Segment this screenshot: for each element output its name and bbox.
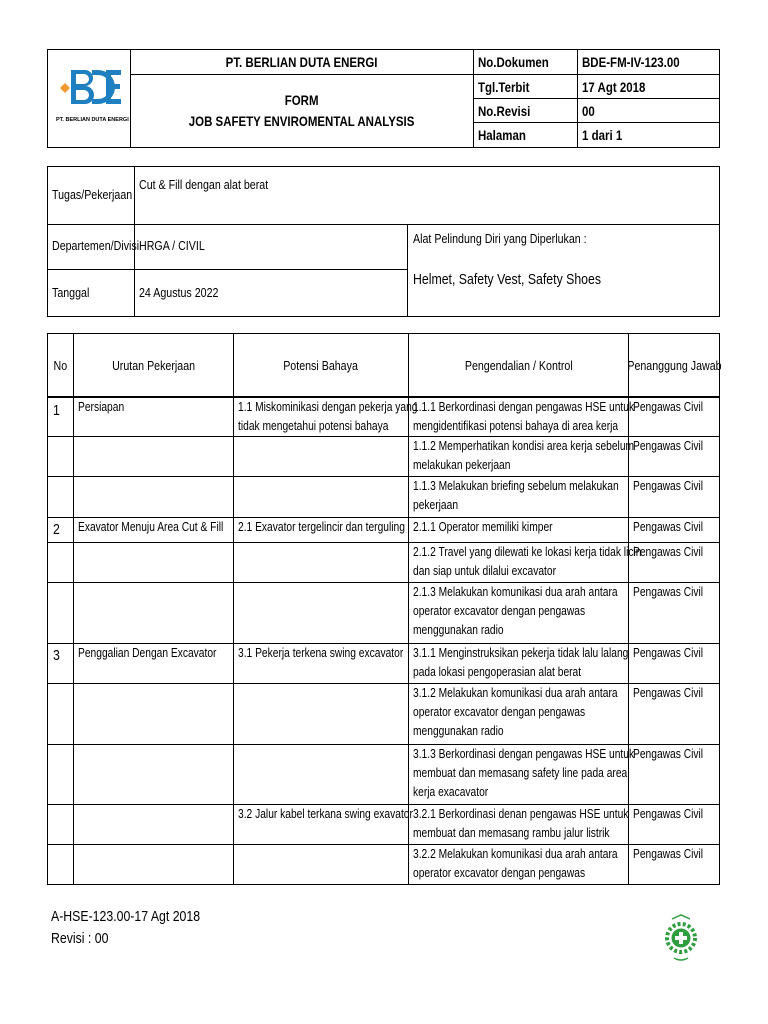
- department-label: Departemen/Divisi: [52, 238, 140, 253]
- date-value: 24 Agustus 2022: [139, 285, 219, 300]
- table-row: [48, 477, 719, 517]
- row-hazard: 1.1 Miskominikasi dengan pekerja yang: [238, 400, 418, 414]
- footer-doc-code: A-HSE-123.00-17 Agt 2018: [51, 908, 201, 925]
- row-control: mengidentifikasi potensi bahaya di area kerja: [413, 419, 619, 433]
- meta-label-page: Halaman: [478, 127, 526, 143]
- row-pic: Pengawas Civil: [633, 747, 704, 761]
- row-control: kerja exacavator: [413, 785, 489, 799]
- job-info-section: [47, 166, 720, 317]
- row-hazard: tidak mengetahui potensi bahaya: [238, 419, 389, 433]
- row-pic: Pengawas Civil: [633, 847, 704, 861]
- ppe-label: Alat Pelindung Diri yang Diperlukan :: [413, 231, 587, 246]
- table-row: [48, 745, 719, 804]
- row-control: melakukan pekerjaan: [413, 458, 511, 472]
- row-number: 2: [53, 521, 60, 538]
- row-pic: Pengawas Civil: [633, 585, 704, 599]
- table-row: [48, 518, 719, 542]
- row-number: 1: [53, 402, 60, 419]
- k3-safety-emblem: [664, 911, 698, 963]
- row-control: 3.1.2 Melakukan komunikasi dua arah antara: [413, 686, 618, 700]
- col-header-hazard: Potensi Bahaya: [283, 357, 359, 373]
- row-control: dan siap untuk dilalui excavator: [413, 564, 557, 578]
- row-pic: Pengawas Civil: [633, 439, 704, 453]
- row-pic: Pengawas Civil: [633, 545, 704, 559]
- meta-value-revision: 00: [582, 102, 595, 119]
- row-control: menggunakan radio: [413, 724, 504, 738]
- department-value: HRGA / CIVIL: [139, 238, 205, 253]
- document-header: [47, 49, 720, 148]
- footer-revision: Revisi : 00: [51, 930, 109, 947]
- row-hazard: 2.1 Exavator tergelincir dan terguling: [238, 520, 405, 534]
- row-pic: Pengawas Civil: [633, 520, 704, 534]
- form-title-line2: JOB SAFETY ENVIROMENTAL ANALYSIS: [189, 113, 415, 129]
- table-row: [48, 644, 719, 683]
- col-header-step: Urutan Pekerjaan: [112, 357, 195, 373]
- form-title-line1: FORM: [285, 92, 319, 108]
- bde-logo-icon: [56, 64, 124, 110]
- table-row: [48, 437, 719, 476]
- row-control: 3.2.2 Melakukan komunikasi dua arah antara: [413, 847, 618, 861]
- company-logo: [56, 64, 129, 130]
- table-row: [48, 684, 719, 744]
- row-step: Penggalian Dengan Excavator: [78, 646, 217, 660]
- row-control: 3.2.1 Berkordinasi denan pengawas HSE untuk: [413, 807, 629, 821]
- row-pic: Pengawas Civil: [633, 807, 704, 821]
- row-control: 2.1.3 Melakukan komunikasi dua arah antara: [413, 585, 618, 599]
- meta-value-issue-date: 17 Agt 2018: [582, 78, 646, 95]
- row-step: Exavator Menuju Area Cut & Fill: [78, 520, 224, 534]
- row-control: menggunakan radio: [413, 623, 504, 637]
- meta-label-doc-number: No.Dokumen: [478, 54, 549, 70]
- logo-caption: PT. BERLIAN DUTA ENERGI: [56, 117, 129, 123]
- row-number: 3: [53, 647, 60, 664]
- table-row: [48, 398, 719, 436]
- row-step: Persiapan: [78, 400, 125, 414]
- row-control: operator excavator dengan pengawas: [413, 705, 586, 719]
- row-control: 2.1.1 Operator memiliki kimper: [413, 520, 553, 534]
- row-control: pada lokasi pengoperasian alat berat: [413, 665, 582, 679]
- col-header-control: Pengendalian / Kontrol: [464, 357, 573, 373]
- row-control: 1.1.2 Memperhatikan kondisi area kerja sebelum: [413, 439, 635, 453]
- row-control: operator excavator dengan pengawas: [413, 866, 586, 880]
- row-pic: Pengawas Civil: [633, 686, 704, 700]
- table-row: [48, 543, 719, 582]
- row-pic: Pengawas Civil: [633, 479, 704, 493]
- row-pic: Pengawas Civil: [633, 646, 704, 660]
- row-hazard: 3.1 Pekerja terkena swing excavator: [238, 646, 404, 660]
- task-value: Cut & Fill dengan alat berat: [139, 177, 269, 192]
- meta-label-revision: No.Revisi: [478, 102, 531, 119]
- row-control: 3.1.1 Menginstruksikan pekerja tidak lalu lalang: [413, 646, 629, 660]
- row-hazard: 3.2 Jalur kabel terkana swing exavator: [238, 807, 413, 821]
- row-control: membuat dan memasang safety line pada area: [413, 766, 628, 780]
- company-name: PT. BERLIAN DUTA ENERGI: [226, 54, 378, 70]
- meta-value-doc-number: BDE-FM-IV-123.00: [582, 54, 680, 70]
- row-control: pekerjaan: [413, 498, 459, 512]
- table-row: [48, 845, 719, 884]
- row-control: 1.1.3 Melakukan briefing sebelum melakukan: [413, 479, 619, 493]
- table-row: [48, 583, 719, 643]
- row-pic: Pengawas Civil: [633, 400, 704, 414]
- task-label: Tugas/Pekerjaan: [52, 187, 133, 202]
- k3-emblem-icon: [664, 911, 698, 963]
- row-control: 3.1.3 Berkordinasi dengan pengawas HSE untuk: [413, 747, 635, 761]
- col-header-pic: Penanggung Jawab: [626, 357, 722, 373]
- row-control: membuat dan memasang rambu jalur listrik: [413, 826, 610, 840]
- document-footer: [51, 906, 233, 950]
- table-row: [48, 805, 719, 844]
- date-label: Tanggal: [52, 285, 90, 300]
- meta-value-page: 1 dari 1: [582, 127, 623, 143]
- jsea-table: [47, 333, 720, 885]
- row-control: 1.1.1 Berkordinasi dengan pengawas HSE untuk: [413, 400, 635, 414]
- row-control: operator excavator dengan pengawas: [413, 604, 586, 618]
- row-control: 2.1.2 Travel yang dilewati ke lokasi kerja tidak licin: [413, 545, 642, 559]
- meta-label-issue-date: Tgl.Terbit: [478, 78, 530, 95]
- col-header-no: No: [53, 357, 68, 373]
- ppe-value: Helmet, Safety Vest, Safety Shoes: [413, 271, 602, 288]
